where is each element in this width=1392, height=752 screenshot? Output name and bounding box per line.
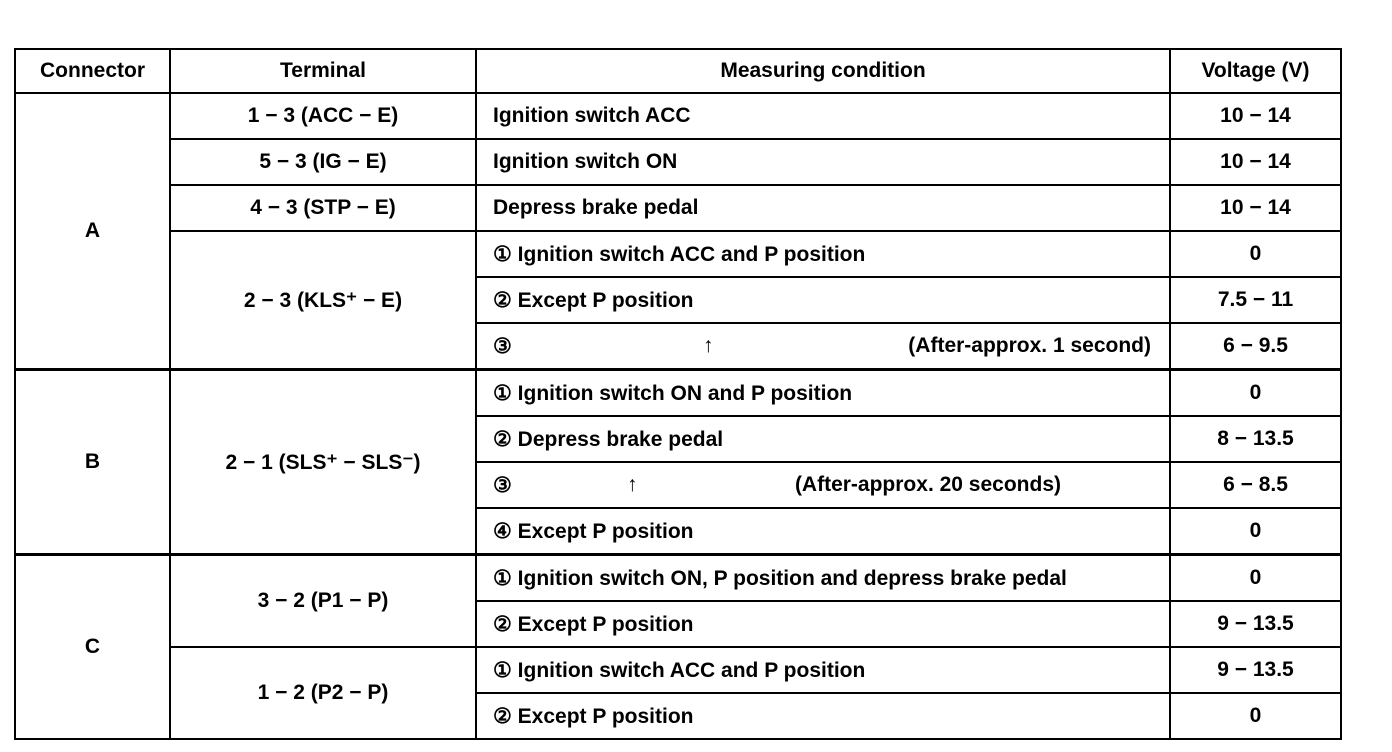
condition-cell: ① Ignition switch ON, P position and depress brake pedal	[476, 555, 1170, 602]
terminal-cell: 3 − 2 (P1 − P)	[170, 555, 476, 648]
connector-cell: C	[15, 555, 170, 740]
voltage-spec-table	[14, 48, 1342, 740]
header-row	[15, 49, 1341, 93]
voltage-cell: 0	[1170, 231, 1341, 277]
terminal-cell: 1 − 2 (P2 − P)	[170, 647, 476, 739]
voltage-cell: 0	[1170, 508, 1341, 555]
condition-cell: ② Except P position	[476, 601, 1170, 647]
voltage-cell: 9 − 13.5	[1170, 647, 1341, 693]
table-row	[15, 139, 1341, 185]
table-row	[15, 231, 1341, 277]
voltage-cell: 6 − 8.5	[1170, 462, 1341, 508]
condition-note: (After-approx. 1 second)	[908, 334, 1151, 357]
condition-cell: Ignition switch ON	[476, 139, 1170, 185]
connector-cell: A	[15, 93, 170, 370]
condition-cell: ② Except P position	[476, 277, 1170, 323]
voltage-cell: 0	[1170, 555, 1341, 602]
table-row	[15, 93, 1341, 139]
condition-note: (After-approx. 20 seconds)	[794, 473, 1061, 496]
header-connector: Connector	[15, 49, 170, 93]
voltage-cell: 8 − 13.5	[1170, 416, 1341, 462]
condition-cell: ② Depress brake pedal	[476, 416, 1170, 462]
table-row	[15, 370, 1341, 417]
condition-cell	[476, 462, 1170, 508]
voltage-cell: 0	[1170, 370, 1341, 417]
voltage-cell: 10 − 14	[1170, 139, 1341, 185]
ditto-arrow-icon: ↑	[627, 473, 638, 496]
condition-cell: Ignition switch ACC	[476, 93, 1170, 139]
terminal-cell: 2 − 1 (SLS⁺ − SLS⁻)	[170, 370, 476, 555]
voltage-cell: 6 − 9.5	[1170, 323, 1341, 370]
condition-label: ③	[493, 473, 512, 497]
terminal-cell: 4 − 3 (STP − E)	[170, 185, 476, 231]
voltage-cell: 10 − 14	[1170, 185, 1341, 231]
voltage-cell: 9 − 13.5	[1170, 601, 1341, 647]
condition-label: ③	[493, 334, 512, 358]
condition-cell: ① Ignition switch ON and P position	[476, 370, 1170, 417]
header-measuring-condition: Measuring condition	[476, 49, 1170, 93]
condition-cell: ① Ignition switch ACC and P position	[476, 647, 1170, 693]
table-row	[15, 555, 1341, 602]
terminal-cell: 2 − 3 (KLS⁺ − E)	[170, 231, 476, 370]
voltage-cell: 10 − 14	[1170, 93, 1341, 139]
table-row	[15, 185, 1341, 231]
terminal-cell: 5 − 3 (IG − E)	[170, 139, 476, 185]
ditto-arrow-icon: ↑	[703, 334, 714, 357]
condition-cell: Depress brake pedal	[476, 185, 1170, 231]
condition-cell: ① Ignition switch ACC and P position	[476, 231, 1170, 277]
header-voltage: Voltage (V)	[1170, 49, 1341, 93]
voltage-cell: 7.5 − 11	[1170, 277, 1341, 323]
condition-cell	[476, 323, 1170, 370]
table-row	[15, 647, 1341, 693]
condition-cell: ④ Except P position	[476, 508, 1170, 555]
voltage-cell: 0	[1170, 693, 1341, 739]
connector-cell: B	[15, 370, 170, 555]
header-terminal: Terminal	[170, 49, 476, 93]
terminal-cell: 1 − 3 (ACC − E)	[170, 93, 476, 139]
condition-cell: ② Except P position	[476, 693, 1170, 739]
